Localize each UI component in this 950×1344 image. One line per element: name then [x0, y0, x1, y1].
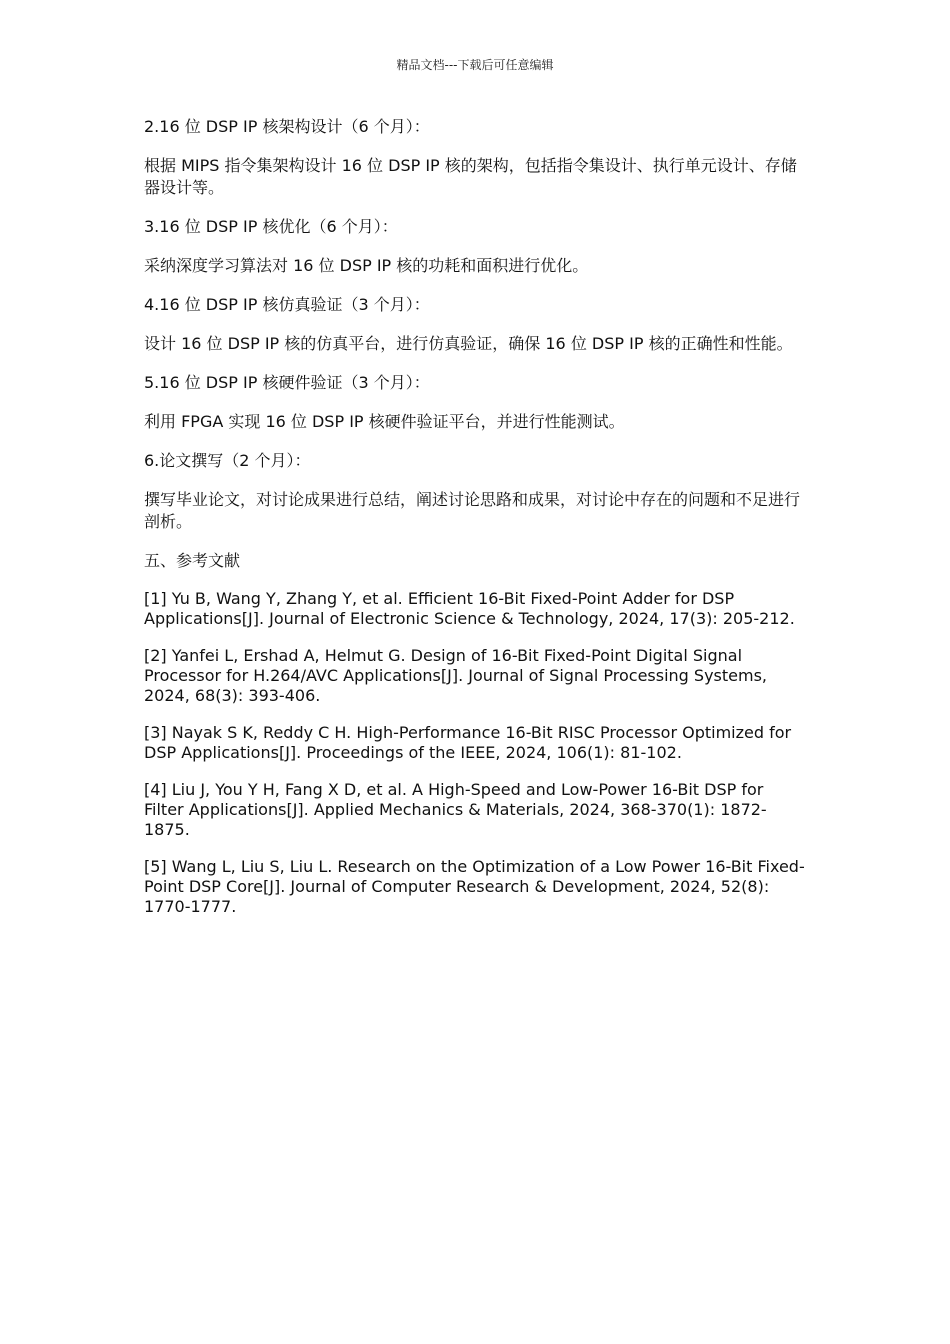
body-paragraph-simulation: 设计 16 位 DSP IP 核的仿真平台，进行仿真验证，确保 16 位 DSP IP 核的正确性和性能。	[144, 334, 793, 353]
section-heading-thesis: 6.论文撰写（2 个月）：	[144, 451, 311, 470]
body-paragraph-architecture: 根据 MIPS 指令集架构设计 16 位 DSP IP 核的架构，包括指令集设计、执行单元设计、存储器设计等。	[144, 156, 797, 197]
reference-item: [4] Liu J, You Y H, Fang X D, et al. A High-Speed and Low-Power 16-Bit DSP for Filter Applications[J]. Applied Mechanics & Materials, 2024, 368-370(1): 1872-1875.	[144, 780, 767, 839]
section-heading-hardware: 5.16 位 DSP IP 核硬件验证（3 个月）：	[144, 373, 430, 392]
body-paragraph-hardware: 利用 FPGA 实现 16 位 DSP IP 核硬件验证平台，并进行性能测试。	[144, 412, 625, 431]
references-heading: 五、参考文献	[144, 551, 241, 570]
reference-item: [2] Yanfei L, Ershad A, Helmut G. Design of 16-Bit Fixed-Point Digital Signal Processor for H.264/AVC Applications[J]. Journal of Signal Processing Systems, 2024, 68(3): 393-406.	[144, 646, 768, 705]
body-paragraph-thesis: 撰写毕业论文，对讨论成果进行总结，阐述讨论思路和成果，对讨论中存在的问题和不足进行剖析。	[144, 490, 801, 531]
section-heading-architecture: 2.16 位 DSP IP 核架构设计（6 个月）：	[144, 117, 430, 136]
section-heading-optimization: 3.16 位 DSP IP 核优化（6 个月）：	[144, 217, 398, 236]
body-paragraph-optimization: 采纳深度学习算法对 16 位 DSP IP 核的功耗和面积进行优化。	[144, 256, 589, 275]
reference-item: [5] Wang L, Liu S, Liu L. Research on the Optimization of a Low Power 16-Bit Fixed-Point DSP Core[J]. Journal of Computer Research & Development, 2024, 52(8): 1770-1777.	[144, 857, 805, 916]
reference-list	[144, 589, 808, 917]
page-header: 精品文档---下载后可任意编辑	[396, 58, 554, 72]
reference-item: [3] Nayak S K, Reddy C H. High-Performance 16-Bit RISC Processor Optimized for DSP Applications[J]. Proceedings of the IEEE, 2024, 106(1): 81-102.	[144, 723, 792, 762]
document-body	[144, 116, 808, 934]
reference-item: [1] Yu B, Wang Y, Zhang Y, et al. Efficient 16-Bit Fixed-Point Adder for DSP Applications[J]. Journal of Electronic Science & Technology, 2024, 17(3): 205-212.	[144, 589, 795, 628]
section-heading-simulation: 4.16 位 DSP IP 核仿真验证（3 个月）：	[144, 295, 430, 314]
